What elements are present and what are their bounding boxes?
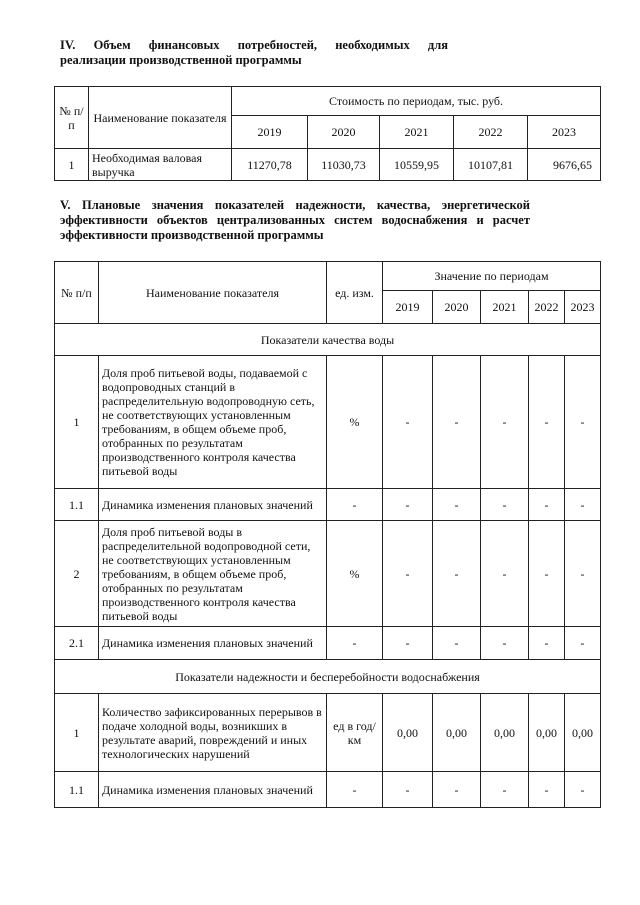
row-value: -: [565, 772, 601, 808]
row-value: -: [565, 521, 601, 627]
row-value: -: [529, 627, 565, 660]
year-header: 2020: [308, 116, 380, 149]
row-value: 0,00: [565, 694, 601, 772]
row-value: -: [383, 356, 433, 489]
row-value: -: [383, 627, 433, 660]
year-header: 2022: [529, 291, 565, 324]
col-header-values: Значение по периодам: [383, 262, 601, 291]
section-5-heading-line1: V. Плановые значения показателей надежности, качества, энергетической: [60, 198, 530, 212]
row-name: Доля проб питьевой воды, подаваемой с водопроводных станций в распределительную водопроводную сеть, не соответствующих установленным требованиям, в общем объеме проб, отобранных по результатам производственного контроля качества питьевой воды: [99, 356, 327, 489]
row-num: 1.1: [55, 489, 99, 521]
row-value: -: [433, 521, 481, 627]
row-value: -: [433, 627, 481, 660]
row-unit: -: [327, 772, 383, 808]
row-value: -: [529, 772, 565, 808]
row-value: -: [481, 521, 529, 627]
row-value: -: [529, 521, 565, 627]
row-value: -: [481, 627, 529, 660]
col-header-cost: Стоимость по периодам, тыс. руб.: [232, 87, 601, 116]
section-reliability-header: Показатели надежности и бесперебойности водоснабжения: [55, 660, 601, 694]
section-quality-header: Показатели качества воды: [55, 324, 601, 356]
section-4-heading-line2: реализации производственной программы: [60, 53, 302, 67]
col-header-unit: ед. изм.: [327, 262, 383, 324]
section-5-heading: [60, 198, 584, 243]
row-num: 1: [55, 694, 99, 772]
row-name: Необходимая валовая выручка: [89, 149, 232, 181]
row-num: 1: [55, 149, 89, 181]
col-header-num: № п/п: [55, 262, 99, 324]
row-name: Динамика изменения плановых значений: [99, 489, 327, 521]
row-num: 2.1: [55, 627, 99, 660]
row-num: 2: [55, 521, 99, 627]
row-value: -: [433, 489, 481, 521]
row-value: 9676,65: [528, 149, 601, 181]
row-unit: %: [327, 521, 383, 627]
year-header: 2019: [232, 116, 308, 149]
row-name: Динамика изменения плановых значений: [99, 772, 327, 808]
year-header: 2021: [380, 116, 454, 149]
row-value: 10559,95: [380, 149, 454, 181]
row-value: -: [383, 772, 433, 808]
table-row: [55, 627, 601, 660]
row-name: Динамика изменения плановых значений: [99, 627, 327, 660]
row-value: -: [481, 489, 529, 521]
row-value: 0,00: [529, 694, 565, 772]
row-value: -: [565, 627, 601, 660]
year-header: 2019: [383, 291, 433, 324]
year-header: 2022: [454, 116, 528, 149]
year-header: 2020: [433, 291, 481, 324]
row-unit: -: [327, 489, 383, 521]
financial-needs-table: [54, 86, 601, 181]
col-header-num: № п/п: [55, 87, 89, 149]
row-value: -: [481, 772, 529, 808]
row-value: -: [565, 356, 601, 489]
table-row: [55, 772, 601, 808]
row-value: -: [433, 772, 481, 808]
table-row: [55, 521, 601, 627]
table-row: [55, 149, 601, 181]
table-row: [55, 356, 601, 489]
row-name: Количество зафиксированных перерывов в подаче холодной воды, возникших в результате аварий, повреждений и иных технологических нарушений: [99, 694, 327, 772]
section-5-heading-line2: эффективности объектов централизованных систем водоснабжения и расчет: [60, 213, 530, 227]
row-unit: -: [327, 627, 383, 660]
row-value: -: [433, 356, 481, 489]
row-value: 11030,73: [308, 149, 380, 181]
row-value: 0,00: [433, 694, 481, 772]
row-value: -: [383, 489, 433, 521]
year-header: 2021: [481, 291, 529, 324]
row-unit: ед в год/ км: [327, 694, 383, 772]
table-row: [55, 694, 601, 772]
year-header: 2023: [565, 291, 601, 324]
col-header-name: Наименование показателя: [89, 87, 232, 149]
planned-indicators-table: [54, 261, 601, 808]
row-value: 11270,78: [232, 149, 308, 181]
row-value: -: [383, 521, 433, 627]
row-value: 10107,81: [454, 149, 528, 181]
row-value: -: [529, 356, 565, 489]
row-value: -: [565, 489, 601, 521]
row-name: Доля проб питьевой воды в распределительной водопроводной сети, не соответствующих установленным требованиям, в общем объеме проб, отобранных по результатам производственного контроля качества питьевой воды: [99, 521, 327, 627]
section-4-heading-line1: IV. Объем финансовых потребностей, необходимых для: [60, 38, 448, 52]
row-value: -: [481, 356, 529, 489]
section-5-heading-line3: эффективности производственной программы: [60, 228, 324, 242]
table-row: [55, 489, 601, 521]
row-num: 1: [55, 356, 99, 489]
row-unit: %: [327, 356, 383, 489]
section-4-heading: [60, 38, 580, 68]
row-value: 0,00: [383, 694, 433, 772]
col-header-name: Наименование показателя: [99, 262, 327, 324]
row-value: -: [529, 489, 565, 521]
year-header: 2023: [528, 116, 601, 149]
row-value: 0,00: [481, 694, 529, 772]
row-num: 1.1: [55, 772, 99, 808]
